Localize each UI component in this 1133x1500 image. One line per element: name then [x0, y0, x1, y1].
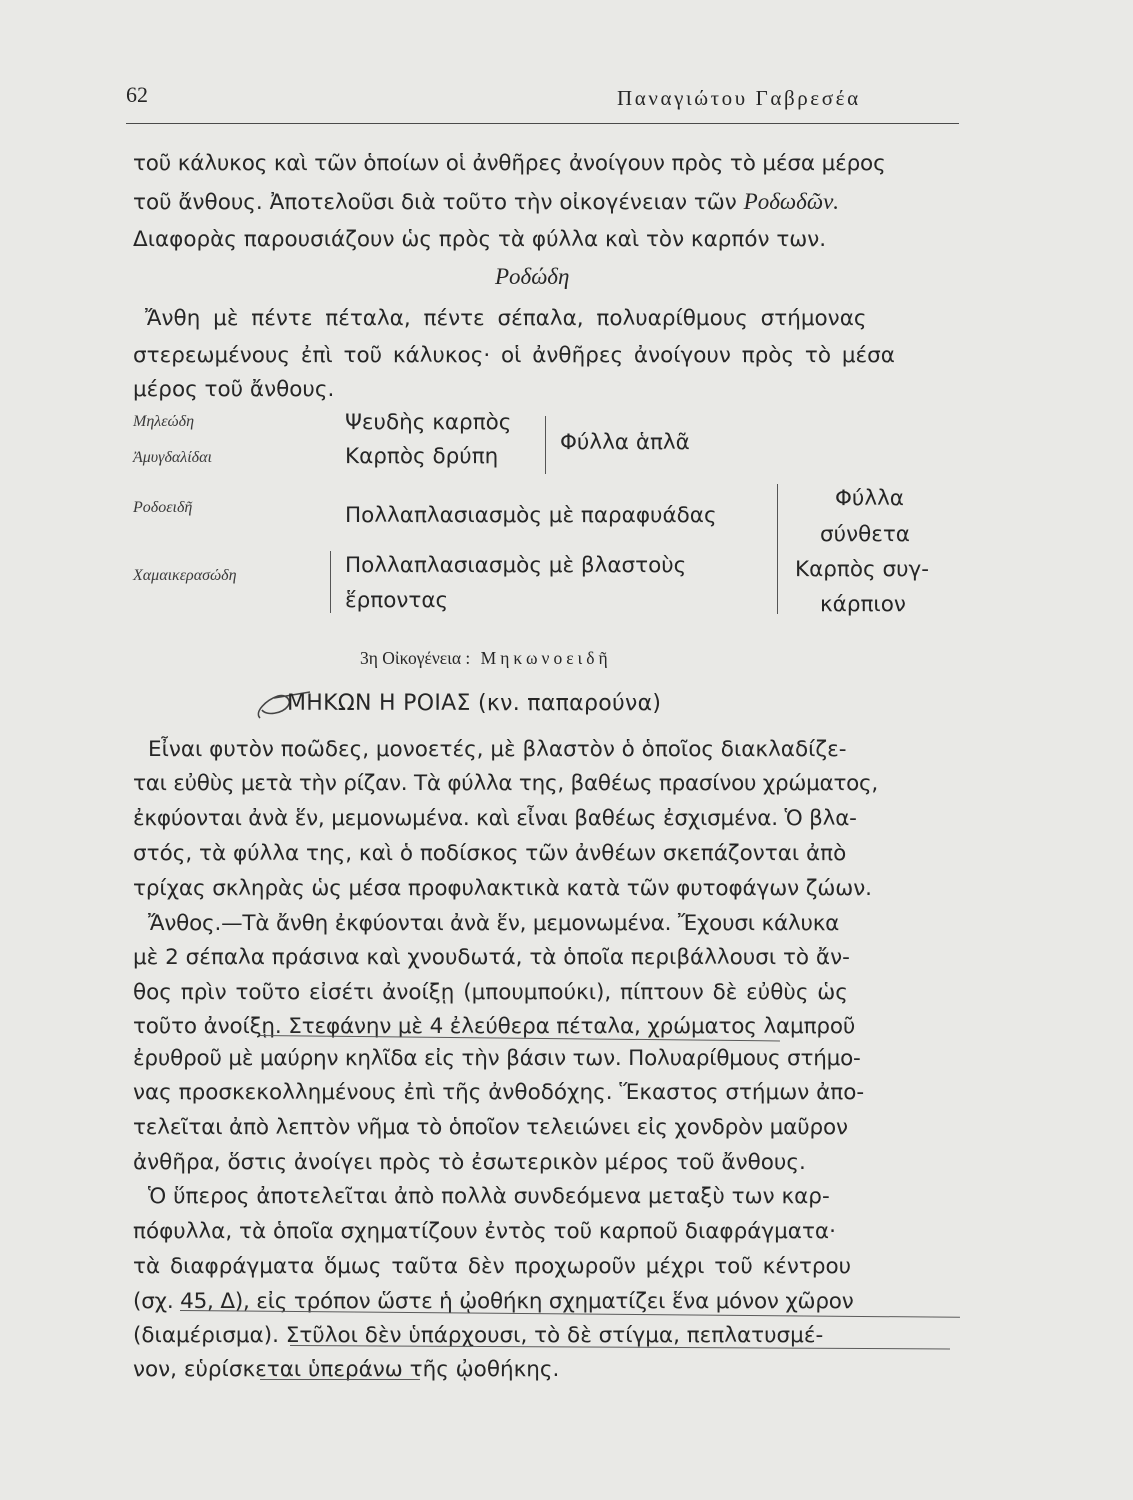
- body-line-2: ται εὐθὺς μετὰ τὴν ρίζαν. Τὰ φύλλα της, βαθέως πρασίνου χρώματος,: [133, 771, 878, 796]
- body-line-8: θος πρὶν τοῦτο εἰσέτι ἀνοίξῃ (μπουμπούκι), πίπτουν δὲ εὐθὺς ὡς: [133, 980, 848, 1005]
- result-fylla: Φύλλα: [835, 486, 904, 511]
- body-line-15: πόφυλλα, τὰ ὁποῖα σχηματίζουν ἐντὸς τοῦ καρποῦ διαφράγματα·: [133, 1219, 836, 1244]
- intro-line-2: [133, 189, 839, 215]
- body-line-11: νας προσκεκολλημένους ἐπὶ τῆς ἀνθοδόχης. Ἕκαστος στήμων ἀπο-: [133, 1080, 865, 1105]
- rodode-heading: Ροδώδη: [495, 264, 570, 289]
- result-karpion: κάρπιον: [820, 592, 906, 617]
- label-mileode: Μηλεώδη: [133, 413, 195, 430]
- page-number: 62: [126, 82, 148, 107]
- rodode-line-1: Ἄνθη μὲ πέντε πέταλα, πέντε σέπαλα, πολυαρίθμους στήμονας: [145, 306, 867, 331]
- rodode-line-3: μέρος τοῦ ἄνθους.: [133, 377, 335, 402]
- family-name-rodode: Ροδωδῶν.: [743, 189, 840, 214]
- intro-line-1: τοῦ κάλυκος καὶ τῶν ὁποίων οἱ ἀνθῆρες ἀνοίγουν πρὸς τὸ μέσα μέρος: [133, 151, 886, 176]
- label-amygdalidai: Ἀμυγδαλίδαι: [133, 449, 212, 466]
- body-line-14: Ὁ ὕπερος ἀποτελεῖται ἀπὸ πολλὰ συνδεόμενα μεταξὺ των καρ-: [148, 1184, 830, 1209]
- body-line-18: (διαμέρισμα). Στῦλοι δὲν ὑπάρχουσι, τὸ δὲ στίγμα, πεπλατυσμέ-: [133, 1323, 824, 1348]
- result-karpos-syg: Καρπὸς συγ-: [795, 557, 930, 582]
- species-heading: ΜΗΚΩΝ Η ΡΟΙΑΣ (κν. παπαρούνα): [287, 691, 662, 716]
- desc-pseudes-karpos: Ψευδὴς καρπὸς: [345, 410, 512, 435]
- label-chamaikerasode: Χαμαικερασώδη: [133, 567, 237, 584]
- brace-chamaikerasode: [330, 551, 336, 613]
- intro-line-2-text: τοῦ ἄνθους. Ἀποτελοῦσι διὰ τοῦτο τὴν οἰκογένειαν τῶν: [133, 190, 737, 215]
- body-line-17: (σχ. 45, Δ), εἰς τρόπον ὥστε ἡ ᾠοθήκη σχηματίζει ἕνα μόνον χῶρον: [133, 1289, 854, 1314]
- desc-erpontas: ἕρποντας: [345, 588, 449, 613]
- family3-heading: [360, 648, 612, 669]
- brace-group-b-right: [772, 484, 778, 614]
- desc-vlastous: Πολλαπλασιασμὸς μὲ βλαστοὺς: [345, 553, 687, 578]
- pencil-underline-4: [260, 1379, 420, 1380]
- body-line-5: τρίχας σκληρὰς ὡς μέσα προφυλακτικὰ κατὰ τῶν φυτοφάγων ζώων.: [133, 876, 872, 901]
- body-line-16: τὰ διαφράγματα ὅμως ταῦτα δὲν προχωροῦν μέχρι τοῦ κέντρου: [133, 1254, 852, 1279]
- body-line-6: Ἄνθος.—Τὰ ἄνθη ἐκφύονται ἀνὰ ἕν, μεμονωμένα. Ἔχουσι κάλυκα: [148, 911, 840, 936]
- intro-line-3: Διαφορὰς παρουσιάζουν ὡς πρὸς τὰ φύλλα καὶ τὸν καρπόν των.: [133, 227, 827, 252]
- result-syntheta: σύνθετα: [820, 522, 910, 547]
- family3-prefix: 3η Οἰκογένεια :: [360, 648, 471, 668]
- result-fylla-apla: Φύλλα ἁπλᾶ: [560, 430, 690, 455]
- rodode-line-2: στερεωμένους ἐπὶ τοῦ κάλυκος· οἱ ἀνθῆρες ἀνοίγουν πρὸς τὸ μέσα: [133, 343, 895, 368]
- body-line-4: στός, τὰ φύλλα της, καὶ ὁ ποδίσκος τῶν ἀνθέων σκεπάζονται ἀπὸ: [133, 841, 847, 866]
- body-line-19: νον, εὑρίσκεται ὑπεράνω τῆς ᾠοθήκης.: [133, 1357, 560, 1382]
- body-line-7: μὲ 2 σέπαλα πράσινα καὶ χνουδωτά, τὰ ὁποῖα περιβάλλουσι τὸ ἄν-: [133, 945, 850, 970]
- body-line-10: ἐρυθροῦ μὲ μαύρην κηλῖδα εἰς τὴν βάσιν των. Πολυαρίθμους στήμο-: [133, 1046, 861, 1071]
- body-line-1: Εἶναι φυτὸν ποῶδες, μονοετές, μὲ βλαστὸν ὁ ὁποῖος διακλαδίζε-: [148, 737, 847, 762]
- running-title: Παναγιώτου Γαβρεσέα: [617, 86, 861, 110]
- body-line-9: τοῦτο ἀνοίξῃ. Στεφάνην μὲ 4 ἐλεύθερα πέταλα, χρώματος λαμπροῦ: [133, 1014, 856, 1039]
- brace-group-a: [540, 416, 546, 474]
- family3-name: Μηκωνοειδῆ: [480, 648, 612, 668]
- label-rodoeide: Ροδοειδῆ: [133, 499, 193, 516]
- body-line-12: τελεῖται ἀπὸ λεπτὸν νῆμα τὸ ὁποῖον τελειώνει εἰς χονδρὸν μαῦρον: [133, 1115, 848, 1140]
- desc-karpos-drype: Καρπὸς δρύπη: [345, 444, 499, 469]
- desc-parafyadas: Πολλαπλασιασμὸς μὲ παραφυάδας: [345, 503, 717, 528]
- body-line-3: ἐκφύονται ἀνὰ ἕν, μεμονωμένα. καὶ εἶναι βαθέως ἐσχισμένα. Ὁ βλα-: [133, 806, 857, 831]
- header-rule: [126, 123, 959, 124]
- body-line-13: ἀνθῆρα, ὅστις ἀνοίγει πρὸς τὸ ἐσωτερικὸν μέρος τοῦ ἄνθους.: [133, 1150, 806, 1175]
